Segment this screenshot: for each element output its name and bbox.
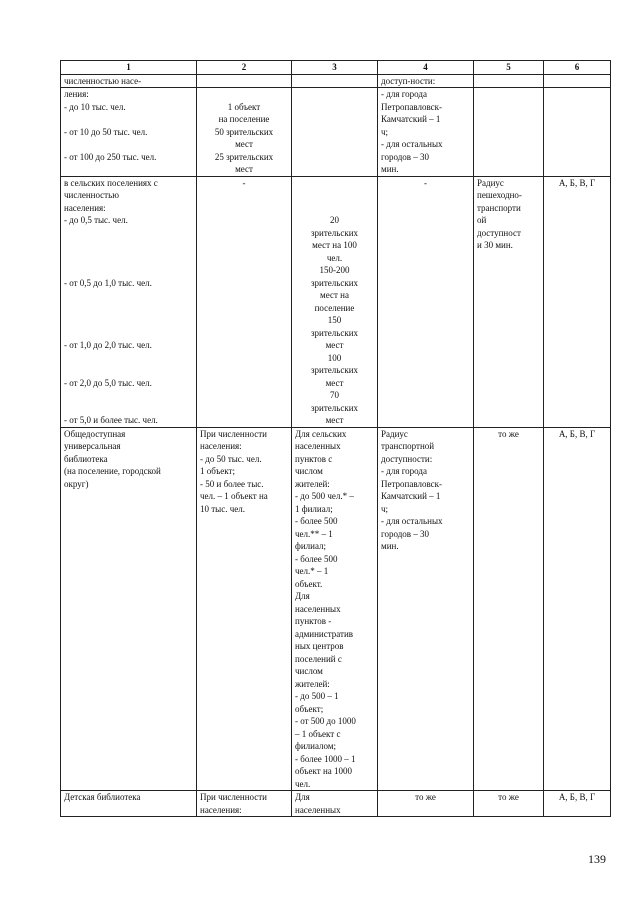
rural-norm-cell: Для сельских населенных пунктов с числом жителей: - до 500 чел.* – 1 филиал; - более 500 чел.** – 1 филиал; - более 500 чел.* – 1 объект. Для населенных пунктов - административ ных центров поселений с числом жителей: - до 500 – 1 объект; - от 500 до 1000 – 1 объект с филиалом; - более 1000 – 1 объект на 1000 чел. (292, 427, 378, 791)
column-header-4: 4 (378, 61, 474, 75)
norms-table (60, 60, 611, 817)
table-row (61, 427, 611, 791)
table-row (61, 176, 611, 427)
column-header-5: 5 (474, 61, 544, 75)
rural-norm-cell: 20 зрительских мест на 100 чел. 150-200 зрительских мест на поселение 150 зрительских мест 100 зрительских мест 70 зрительских мест (292, 176, 378, 427)
accessibility-cell: Радиус транспортной доступности: - для города Петропавловск- Камчатский – 1 ч; - для остальных городов – 30 мин. (378, 427, 474, 791)
accessibility-cell: то же (378, 791, 474, 817)
category-cell: А, Б, В, Г (544, 791, 611, 817)
facility-cell: численностью насе- (61, 74, 197, 88)
accessibility-cell: - (378, 176, 474, 427)
column-header-3: 3 (292, 61, 378, 75)
accessibility-cell: - для города Петропавловск- Камчатский – 1 ч; - для остальных городов – 30 мин. (378, 88, 474, 177)
header-row (61, 61, 611, 75)
facility-cell: ления: - до 10 тыс. чел. - от 10 до 50 тыс. чел. - от 100 до 250 тыс. чел. (61, 88, 197, 177)
table-row (61, 88, 611, 177)
capacity-norm-cell (197, 74, 292, 88)
category-cell (544, 88, 611, 177)
capacity-norm-cell: - (197, 176, 292, 427)
capacity-norm-cell: 1 объект на поселение 50 зрительских мест 25 зрительских мест (197, 88, 292, 177)
facility-cell: в сельских поселениях с численностью населения: - до 0,5 тыс. чел. - от 0,5 до 1,0 тыс. чел. - от 1,0 до 2,0 тыс. чел. - от 2,0 до 5,0 тыс. чел. - от 5,0 и более тыс. чел. (61, 176, 197, 427)
column-header-6: 6 (544, 61, 611, 75)
radius-cell (474, 88, 544, 177)
facility-cell: Детская библиотека (61, 791, 197, 817)
rural-norm-cell: Для населенных (292, 791, 378, 817)
radius-cell: Радиус пешеходно- транспорти ой доступност и 30 мин. (474, 176, 544, 427)
capacity-norm-cell: При численности населения: - до 50 тыс. чел. 1 объект; - 50 и более тыс. чел. – 1 объект на 10 тыс. чел. (197, 427, 292, 791)
page-number: 139 (588, 852, 606, 866)
category-cell (544, 74, 611, 88)
category-cell: А, Б, В, Г (544, 427, 611, 791)
table-row (61, 74, 611, 88)
category-cell: А, Б, В, Г (544, 176, 611, 427)
accessibility-cell: доступ-ности: (378, 74, 474, 88)
capacity-norm-cell: При численности населения: (197, 791, 292, 817)
table-row (61, 791, 611, 817)
radius-cell: то же (474, 791, 544, 817)
facility-cell: Общедоступная универсальная библиотека (на поселение, городской округ) (61, 427, 197, 791)
column-header-1: 1 (61, 61, 197, 75)
column-header-2: 2 (197, 61, 292, 75)
rural-norm-cell (292, 74, 378, 88)
radius-cell (474, 74, 544, 88)
rural-norm-cell (292, 88, 378, 177)
radius-cell: то же (474, 427, 544, 791)
